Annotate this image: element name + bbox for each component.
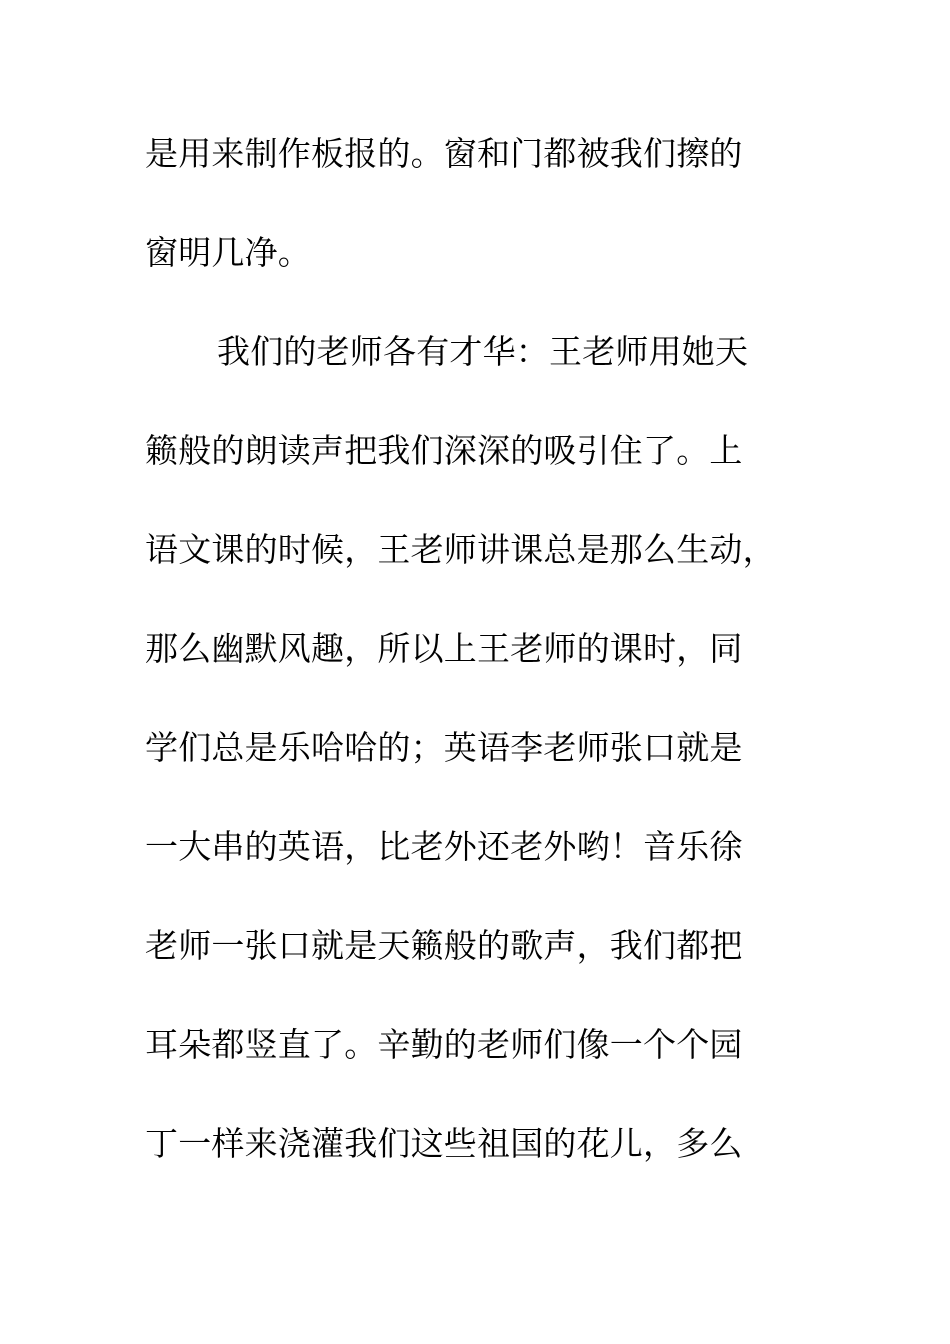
text-line: 老师一张口就是天籁般的歌声，我们都把 [145, 926, 743, 965]
text-line: 丁一样来浇灌我们这些祖国的花儿，多么 [145, 1124, 743, 1163]
text-line: 那么幽默风趣，所以上王老师的课时，同 [145, 629, 743, 668]
text-line: 是用来制作板报的。窗和门都被我们擦的 [145, 134, 743, 173]
paragraph-first-line: 我们的老师各有才华：王老师用她天 [217, 332, 749, 371]
text-line: 籁般的朗读声把我们深深的吸引住了。上 [145, 431, 743, 470]
text-line: 窗明几净。 [145, 233, 311, 272]
text-line: 一大串的英语，比老外还老外哟！音乐徐 [145, 827, 743, 866]
text-line: 语文课的时候，王老师讲课总是那么生动， [145, 530, 776, 569]
body-text [145, 123, 825, 1212]
text-line: 耳朵都竖直了。辛勤的老师们像一个个园 [145, 1025, 743, 1064]
text-line: 学们总是乐哈哈的；英语李老师张口就是 [145, 728, 743, 767]
